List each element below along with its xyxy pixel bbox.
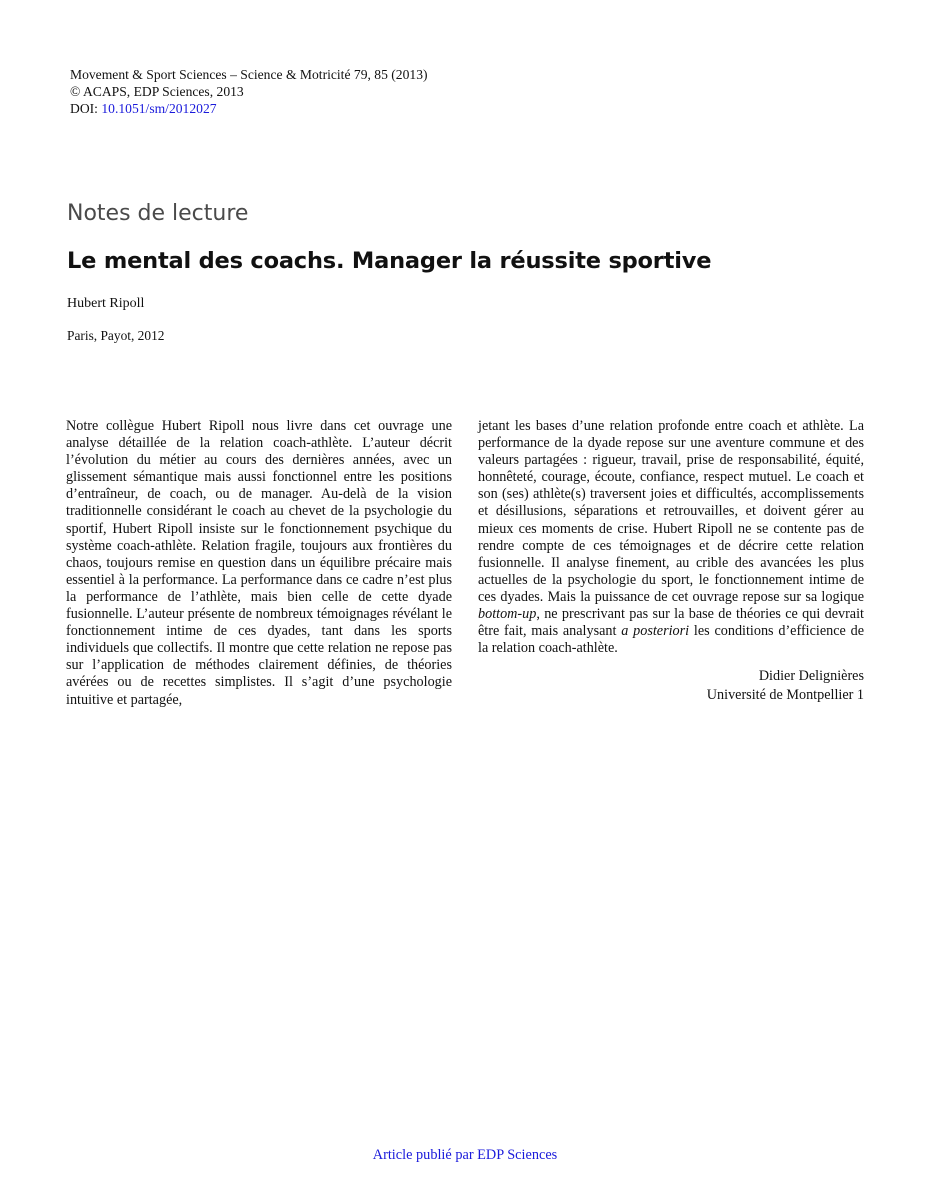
doi-link[interactable]: 10.1051/sm/2012027 bbox=[101, 101, 217, 116]
section-title: Notes de lecture bbox=[67, 201, 249, 226]
body-column-left bbox=[66, 418, 452, 709]
journal-citation: Movement & Sport Sciences – Science & Motricité 79, 85 (2013) bbox=[70, 67, 428, 82]
reviewer-affiliation: Université de Montpellier 1 bbox=[706, 687, 864, 704]
body-text: les conditions d’efficience de la relation coach-athlète. bbox=[478, 623, 865, 657]
italic-term: a posteriori bbox=[621, 623, 690, 640]
body-column-right bbox=[478, 418, 864, 705]
doi-label: DOI: bbox=[70, 101, 98, 116]
body-paragraph: Notre collègue Hubert Ripoll nous livre dans cet ouvrage une analyse détaillée de la relation coach-athlète. L’auteur décrit l’évolution du métier au cours des dernières années, avec un glissement sémantique mais aussi fonctionnel entre les positions d’entraîneur, de coach, ou de manager. Au-delà de la vision traditionnelle considérant le coach au chevet de la psychologie du sportif, Hubert Ripoll insiste sur le fonctionnement psychique du système coach-athlète. Relation fragile, toujours aux frontières du chaos, toujours remise en question dans un équilibre précaire mais essentiel à la performance. La performance dans ce cadre n’est plus la performance de l’athlète, mais bien celle de cette dyade fusionnelle. L’auteur présente de nombreux témoignages révélant le fonctionnement intime de ces dyades, tant dans les sports individuels que collectifs. Il montre que cette relation ne repose pas sur l’application de méthodes clairement définies, de théories avérées ou de recettes simplistes. Il s’agit d’une psychologie intuitive et partagée, bbox=[66, 418, 452, 708]
author: Hubert Ripoll bbox=[67, 296, 145, 311]
doi-line bbox=[70, 100, 428, 117]
copyright-line: © ACAPS, EDP Sciences, 2013 bbox=[70, 84, 244, 99]
signature bbox=[478, 667, 864, 705]
article-title: Le mental des coachs. Manager la réussite sportive bbox=[67, 248, 712, 274]
journal-header bbox=[70, 66, 428, 117]
publisher-info: Paris, Payot, 2012 bbox=[67, 328, 165, 343]
italic-term: bottom-up bbox=[478, 606, 537, 623]
publisher-footer-link[interactable]: Article publié par EDP Sciences bbox=[372, 1147, 558, 1163]
body-text: jetant les bases d’une relation profonde entre coach et athlète. La performance de la dyade repose sur une aventure commune et des valeurs partagées : rigueur, travail, prise de responsabilité, équité, honnêteté, courage, écoute, confiance, respect mutuel. Le coach et son (ses) athlète(s) traversent joies et difficultés, accomplissements et désillusions, séparations et retrouvailles, et doivent gérer au mieux ces moments de crise. Hubert Ripoll ne se contente pas de rendre compte de ces témoignages et de décrire cette relation fusionnelle. Il analyse finement, au crible des avancées les plus actuelles de la psychologie du sport, le fonctionnement intime de ces dyades. Mais la puissance de cet ouvrage repose sur sa logique bbox=[478, 418, 864, 605]
body-text: , ne prescrivant pas sur la base de théories ce qui devrait être fait, mais analysant bbox=[478, 606, 864, 640]
reviewer-name: Didier Delignières bbox=[758, 668, 864, 685]
body-paragraph-continued bbox=[478, 418, 864, 657]
